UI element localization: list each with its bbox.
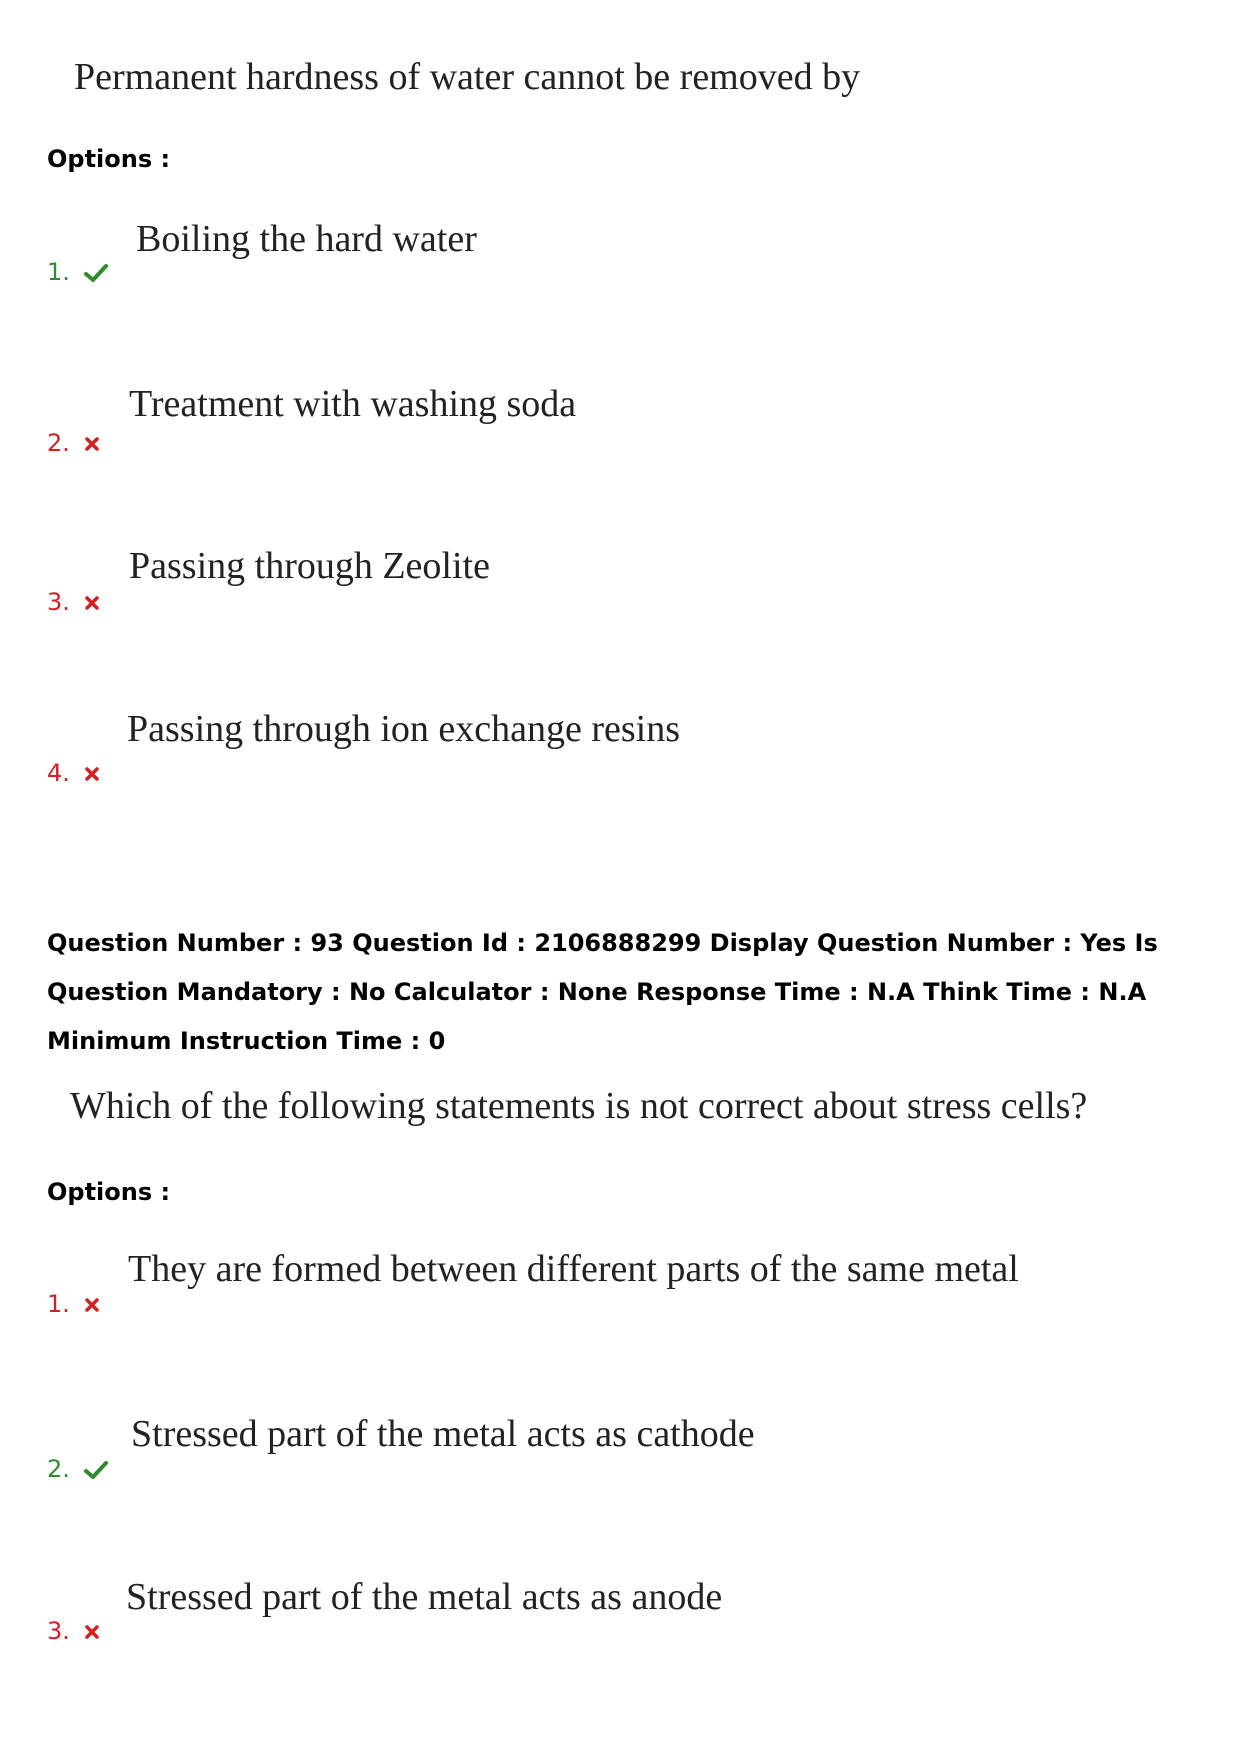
options-label: Options : bbox=[47, 1178, 171, 1206]
option-number: 1. bbox=[47, 258, 70, 286]
option-3-text: Passing through Zeolite bbox=[129, 545, 490, 587]
cross-icon bbox=[84, 766, 100, 782]
question-meta: Question Number : 93 Question Id : 2106888299 Display Question Number : Yes Is Question Mandatory : No Calculator : None Response Time : N.A Think Time : N.A Minimum Instruction Time : 0 bbox=[47, 929, 1158, 1055]
option-3-number bbox=[47, 590, 100, 614]
cross-icon bbox=[84, 1297, 100, 1313]
option-1-text: Boiling the hard water bbox=[136, 218, 477, 260]
option-number: 4. bbox=[47, 759, 70, 787]
option-1-number bbox=[47, 1292, 100, 1316]
option-2-number bbox=[47, 431, 100, 455]
option-number: 1. bbox=[47, 1290, 70, 1318]
option-3-text: Stressed part of the metal acts as anode bbox=[126, 1576, 723, 1618]
question-text: Permanent hardness of water cannot be removed by bbox=[74, 56, 861, 98]
option-1-number bbox=[47, 260, 108, 284]
option-3-number bbox=[47, 1619, 100, 1643]
option-number: 2. bbox=[47, 429, 70, 457]
options-label: Options : bbox=[47, 145, 171, 173]
cross-icon bbox=[84, 436, 100, 452]
option-1-text: They are formed between different parts of the same metal bbox=[128, 1248, 1019, 1290]
question-text: Which of the following statements is not correct about stress cells? bbox=[70, 1085, 1088, 1127]
option-4-number bbox=[47, 761, 100, 785]
option-2-text: Stressed part of the metal acts as cathode bbox=[131, 1413, 755, 1455]
check-icon bbox=[84, 263, 108, 283]
option-4-text: Passing through ion exchange resins bbox=[127, 708, 681, 750]
option-number: 2. bbox=[47, 1455, 70, 1483]
option-number: 3. bbox=[47, 1617, 70, 1645]
check-icon bbox=[84, 1460, 108, 1480]
cross-icon bbox=[84, 1624, 100, 1640]
option-2-number bbox=[47, 1457, 108, 1481]
option-2-text: Treatment with washing soda bbox=[129, 383, 577, 425]
option-number: 3. bbox=[47, 588, 70, 616]
cross-icon bbox=[84, 595, 100, 611]
